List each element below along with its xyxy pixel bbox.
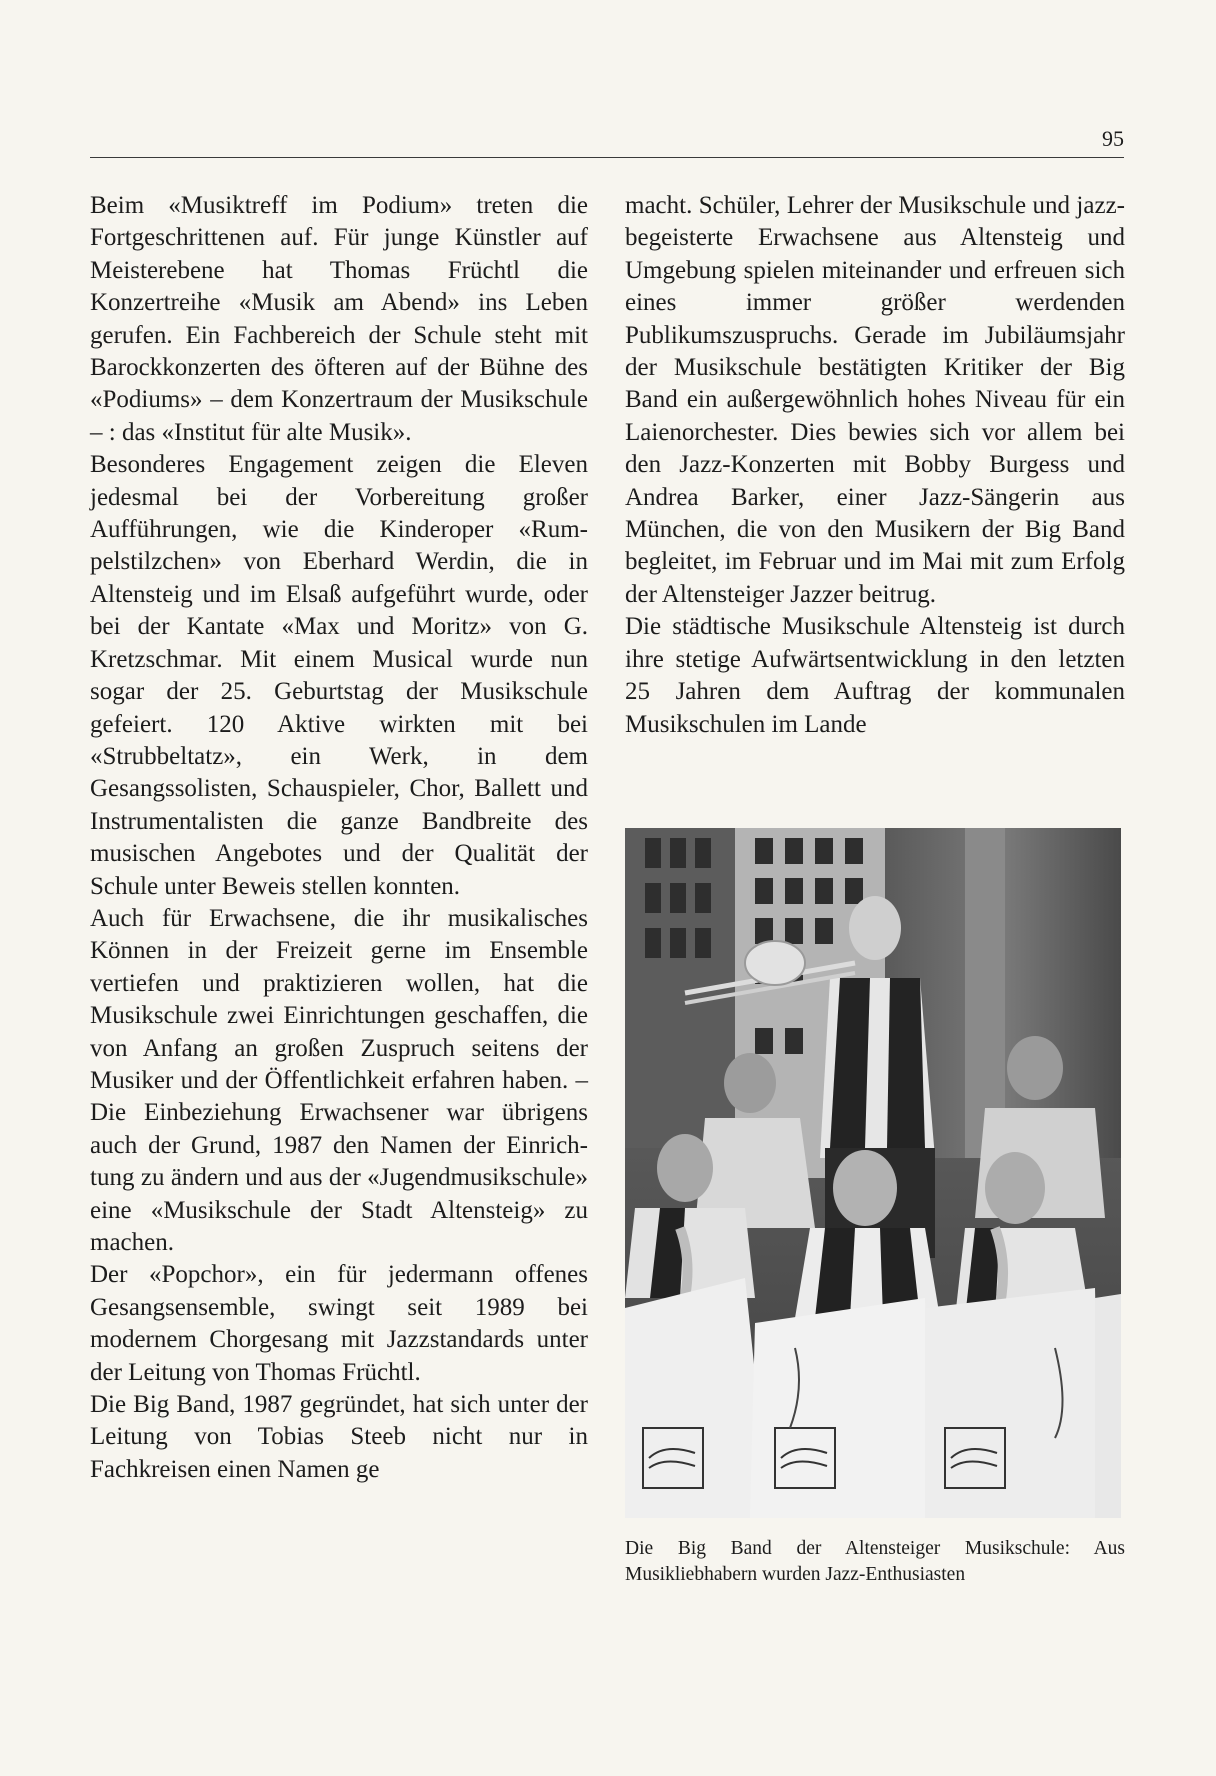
left-column — [90, 190, 588, 1486]
right-column — [625, 190, 1125, 741]
paragraph: Besonderes Engagement zeigen die Eleven jedesmal bei der Vorbereitung großer Aufführungen, wie die Kinderoper «Rumpelstilzchen» von Eberhard Werdin, die in Altensteig und im Elsaß aufgeführt wurde, oder bei der Kantate «Max und Moritz» von G. Kretzschmar. Mit einem Musical wurde nun sogar der 25. Geburtstag der Musikschule gefeiert. 120 Aktive wirkten mit bei «Strubbeltatz», ein Werk, in dem Gesangssolisten, Schauspieler, Chor, Ballett und Instrumentalisten die ganze Bandbreite des musischen Angebotes und der Qualität der Schule unter Beweis stellen konnten. — [90, 451, 588, 900]
paragraph: Auch für Erwachsene, die ihr musikalisches Können in der Freizeit gerne im Ensemble vertiefen und praktizieren wollen, hat die Musikschule zwei Einrichtungen geschaffen, die von Anfang an großen Zuspruch seitens der Musiker und der Öffentlichkeit erfahren haben. – Die Einbeziehung Erwachsener war übrigens auch der Grund, 1987 den Namen der Einrichtung zu ändern und aus der «Jugendmusikschule» eine «Musikschule der Stadt Altensteig» zu machen. — [90, 904, 588, 1256]
paragraph: Der «Popchor», ein für jedermann offenes Gesangsensemble, swingt seit 1989 bei modernem Chorgesang mit Jazzstandards unter der Leitung von Thomas Früchtl. — [90, 1261, 588, 1386]
paragraph: Die städtische Musikschule Altensteig ist durch ihre stetige Aufwärtsentwicklung in den letzten 25 Jahren dem Auftrag der kommunalen Musikschulen im Lande — [625, 613, 1125, 738]
paragraph: Die Big Band, 1987 gegründet, hat sich unter der Leitung von Tobias Steeb nicht nur in Fachkreisen einen Namen ge — [90, 1391, 588, 1483]
header-rule — [90, 157, 1124, 158]
page-number: 95 — [1102, 126, 1124, 151]
big-band-photo — [625, 828, 1121, 1518]
photo-caption: Die Big Band der Altensteiger Musikschule: Aus Musikliebhabern wurden Jazz-Enthusiasten — [625, 1538, 1125, 1585]
paragraph: macht. Schüler, Lehrer der Musikschule und jazz-begeisterte Erwachsene aus Altensteig und Umgebung spielen miteinander und erfreuen sich eines immer größer werdenden Publikumszuspruchs. Gerade im Jubiläumsjahr der Musikschule bestätigten Kritiker der Big Band ein außergewöhnlich hohes Niveau für ein Laienorchester. Dies bewies sich vor allem bei den Jazz-Konzerten mit Bobby Burgess und Andrea Barker, einer Jazz-Sängerin aus München, die von den Musikern der Big Band begleitet, im Februar und im Mai mit zum Erfolg der Altensteiger Jazzer beitrug. — [625, 192, 1125, 608]
paragraph: Beim «Musiktreff im Podium» treten die Fortgeschrittenen auf. Für junge Künstler auf Meisterebene hat Thomas Früchtl die Konzertreihe «Musik am Abend» ins Leben gerufen. Ein Fachbereich der Schule steht mit Barockkonzerten des öfteren auf der Bühne des «Podiums» – dem Konzertraum der Musikschule – : das «Institut für alte Musik». — [90, 192, 588, 446]
